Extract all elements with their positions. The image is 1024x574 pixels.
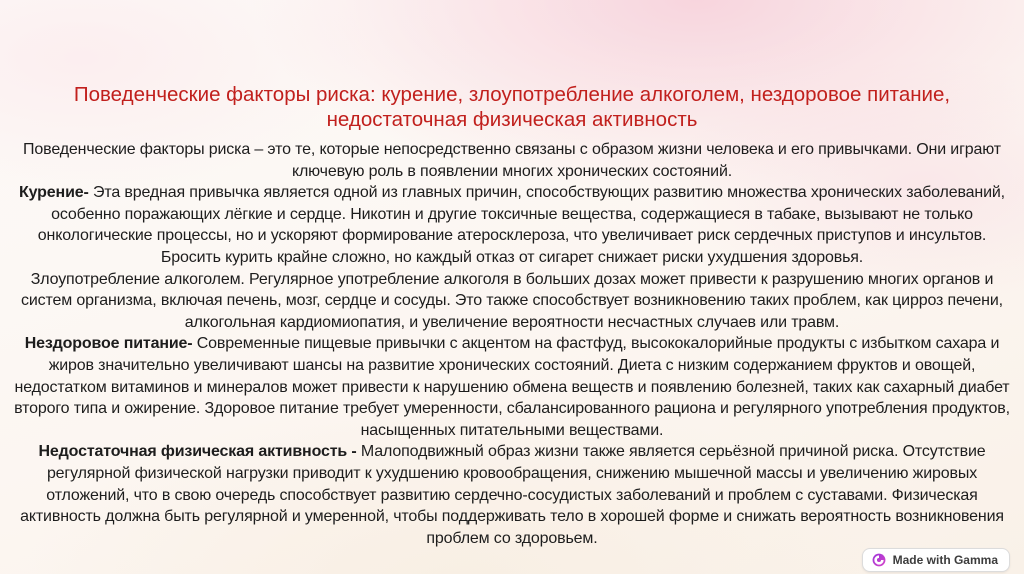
paragraph-alcohol-text: Злоупотребление алкоголем. Регулярное употребление алкоголя в больших дозах может привести к разрушению многих органов и систем организма, включая печень, мозг, сердце и сосуды. Это также способствует возникновению таких проблем, как цирроз печени, алкогольная кардиомиопатия, и увеличение вероятности несчастных случаев или травм.	[21, 270, 1003, 331]
made-with-gamma-label: Made with Gamma	[892, 553, 998, 567]
made-with-gamma-badge[interactable]	[862, 548, 1010, 572]
gamma-logo-icon	[872, 553, 886, 567]
paragraph-activity-lead: Недостаточная физическая активность -	[38, 443, 357, 461]
paragraph-intro	[11, 139, 1013, 182]
paragraph-alcohol	[11, 269, 1013, 334]
slide-title: Поведенческие факторы риска: курение, злоупотребление алкоголем, нездоровое питание, недостаточная физическая активность	[73, 83, 951, 131]
paragraph-smoking-text: Эта вредная привычка является одной из главных причин, способствующих развитию множества хронических заболеваний, особенно поражающих лёгкие и сердце. Никотин и другие токсичные вещества, содержащиеся в табаке, вызывают не только онкологические процессы, но и ускоряют формирование атеросклероза, что увеличивает риск сердечных приступов и инсультов. Бросить курить крайне сложно, но каждый отказ от сигарет снижает риски ухудшения здоровья.	[37, 184, 1005, 266]
paragraph-activity	[11, 441, 1013, 549]
paragraph-activity-text: Малоподвижный образ жизни также является серьёзной причиной риска. Отсутствие регулярной физической нагрузки приводит к ухудшению кровообращения, снижению мышечной массы и увеличению жировых отложений, что в свою очередь способствует развитию сердечно-сосудистых заболеваний и проблем с суставами. Физическая активность должна быть регулярной и умеренной, чтобы поддерживать тело в хорошей форме и снижать вероятность возникновения проблем со здоровьем.	[20, 443, 1004, 547]
slide-body	[11, 139, 1013, 549]
paragraph-nutrition	[11, 333, 1013, 441]
paragraph-nutrition-lead: Нездоровое питание-	[24, 335, 193, 353]
paragraph-nutrition-text: Современные пищевые привычки с акцентом на фастфуд, высококалорийные продукты с избытком сахара и жиров значительно увеличивают шансы на развитие хронических состояний. Диета с низким содержанием фруктов и овощей, недостатком витаминов и минералов может привести к нарушению обмена веществ и появлению болезней, таких как сахарный диабет второго типа и ожирение. Здоровое питание требует умеренности, сбалансированного рациона и регулярного употребления продуктов, насыщенных питательными веществами.	[14, 335, 1010, 439]
paragraph-smoking-lead: Курение-	[19, 184, 89, 202]
paragraph-intro-text: Поведенческие факторы риска – это те, которые непосредственно связаны с образом жизни человека и его привычками. Они играют ключевую роль в появлении многих хронических состояний.	[23, 141, 1001, 180]
paragraph-smoking	[11, 182, 1013, 268]
